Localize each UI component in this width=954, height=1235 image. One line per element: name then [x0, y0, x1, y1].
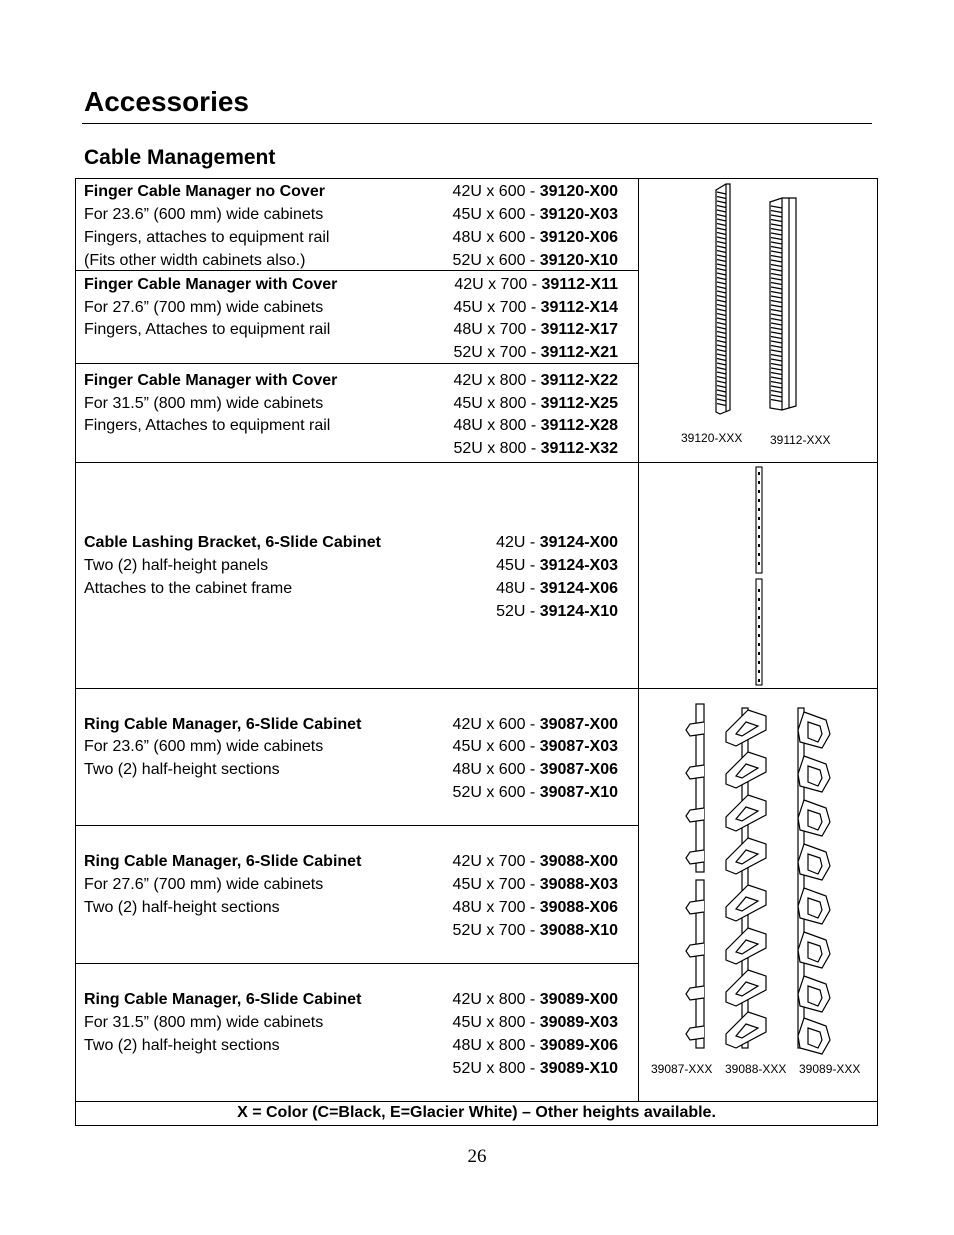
row-divider-4 — [75, 688, 878, 689]
model-row — [453, 1011, 618, 1034]
model-row — [453, 226, 618, 249]
product-desc: For 31.5” (800 mm) wide cabinets — [84, 1014, 324, 1031]
model-size: 52U x 700 - — [453, 344, 541, 361]
product-desc: Two (2) half-height panels — [84, 557, 269, 574]
ring-cable-manager-illustration — [676, 700, 846, 1058]
model-row — [453, 369, 618, 392]
part-number: 39089-X03 — [539, 1014, 618, 1031]
model-row — [496, 554, 618, 577]
model-size: 42U x 800 - — [452, 991, 540, 1008]
product-name: Finger Cable Manager with Cover — [84, 372, 338, 389]
product-desc: (Fits other width cabinets also.) — [84, 252, 306, 269]
model-size: 48U x 800 - — [453, 417, 541, 434]
model-size: 42U x 700 - — [452, 853, 540, 870]
part-number: 39088-X00 — [539, 853, 618, 870]
part-number: 39112-X17 — [540, 321, 618, 338]
model-row — [496, 531, 618, 554]
finger-cable-manager-illustration — [700, 180, 840, 416]
model-size: 52U x 600 - — [452, 784, 540, 801]
model-row — [453, 437, 618, 460]
table-column-divider-top — [638, 178, 639, 1102]
caption-39087: 39087-XXX — [651, 1062, 713, 1076]
model-row — [453, 850, 618, 873]
product-desc: For 23.6” (600 mm) wide cabinets — [84, 206, 324, 223]
model-row — [453, 713, 618, 736]
model-size: 52U x 800 - — [453, 440, 541, 457]
model-row — [453, 988, 618, 1011]
model-row — [453, 781, 618, 804]
model-row — [496, 577, 618, 600]
section-heading: Cable Management — [84, 146, 276, 169]
product-name: Finger Cable Manager with Cover — [84, 276, 338, 293]
part-number: 39112-X11 — [541, 276, 618, 293]
part-number: 39120-X10 — [539, 252, 618, 269]
color-footnote: X = Color (C=Black, E=Glacier White) – Other heights available. — [237, 1104, 716, 1121]
model-size: 42U x 700 - — [454, 276, 542, 293]
model-size: 52U x 600 - — [452, 252, 540, 269]
part-number: 39087-X06 — [539, 761, 618, 778]
model-size: 45U x 700 - — [452, 876, 540, 893]
part-number: 39089-X06 — [539, 1037, 618, 1054]
page-title: Accessories — [84, 86, 250, 117]
model-size: 45U x 800 - — [453, 395, 541, 412]
model-size: 45U x 600 - — [452, 206, 540, 223]
row-divider-3 — [75, 462, 878, 463]
model-size: 42U x 800 - — [453, 372, 541, 389]
model-size: 45U x 800 - — [452, 1014, 540, 1031]
product-desc: Two (2) half-height sections — [84, 1037, 280, 1054]
part-number: 39088-X06 — [539, 899, 618, 916]
model-size: 42U x 600 - — [452, 716, 540, 733]
part-number: 39088-X10 — [539, 922, 618, 939]
model-row — [453, 180, 618, 203]
caption-39088: 39088-XXX — [725, 1062, 787, 1076]
part-number: 39120-X06 — [539, 229, 618, 246]
part-number: 39112-X22 — [540, 372, 618, 389]
lashing-bracket-illustration — [750, 464, 770, 688]
model-size: 45U x 600 - — [452, 738, 540, 755]
model-size: 52U x 800 - — [452, 1060, 540, 1077]
product-desc: For 23.6” (600 mm) wide cabinets — [84, 738, 324, 755]
model-row — [453, 1057, 618, 1080]
model-row — [453, 249, 618, 272]
row-divider-5 — [75, 825, 638, 826]
product-desc: Fingers, Attaches to equipment rail — [84, 321, 331, 338]
model-size: 45U - — [496, 557, 540, 574]
model-size: 48U x 700 - — [453, 321, 541, 338]
product-name: Ring Cable Manager, 6-Slide Cabinet — [84, 853, 362, 870]
product-name: Ring Cable Manager, 6-Slide Cabinet — [84, 716, 362, 733]
part-number: 39112-X32 — [540, 440, 618, 457]
part-number: 39089-X10 — [539, 1060, 618, 1077]
part-number: 39120-X00 — [539, 183, 618, 200]
model-row — [453, 392, 618, 415]
part-number: 39124-X10 — [539, 603, 618, 620]
model-size: 48U x 600 - — [452, 761, 540, 778]
model-row — [453, 735, 618, 758]
part-number: 39087-X10 — [539, 784, 618, 801]
part-number: 39089-X00 — [539, 991, 618, 1008]
product-name: Ring Cable Manager, 6-Slide Cabinet — [84, 991, 362, 1008]
page-number: 26 — [467, 1146, 487, 1167]
model-size: 42U x 600 - — [452, 183, 540, 200]
part-number: 39124-X03 — [539, 557, 618, 574]
model-row — [453, 1034, 618, 1057]
title-rule — [82, 123, 872, 124]
model-row — [453, 318, 618, 341]
model-row — [454, 273, 618, 296]
product-name: Cable Lashing Bracket, 6-Slide Cabinet — [84, 534, 381, 551]
model-size: 52U x 700 - — [452, 922, 540, 939]
caption-39112: 39112-XXX — [770, 433, 831, 447]
part-number: 39112-X25 — [540, 395, 618, 412]
part-number: 39124-X00 — [539, 534, 618, 551]
product-desc: Attaches to the cabinet frame — [84, 580, 293, 597]
model-size: 52U - — [496, 603, 540, 620]
model-row — [453, 873, 618, 896]
product-desc: Fingers, attaches to equipment rail — [84, 229, 330, 246]
part-number: 39120-X03 — [539, 206, 618, 223]
part-number: 39112-X14 — [540, 299, 618, 316]
part-number: 39112-X21 — [540, 344, 618, 361]
product-name: Finger Cable Manager no Cover — [84, 183, 325, 200]
model-row — [453, 896, 618, 919]
model-row — [453, 919, 618, 942]
caption-39089: 39089-XXX — [799, 1062, 861, 1076]
product-desc: Fingers, Attaches to equipment rail — [84, 417, 331, 434]
model-size: 42U - — [496, 534, 540, 551]
model-row — [453, 203, 618, 226]
part-number: 39088-X03 — [539, 876, 618, 893]
model-size: 48U x 700 - — [452, 899, 540, 916]
part-number: 39087-X00 — [539, 716, 618, 733]
part-number: 39112-X28 — [540, 417, 618, 434]
product-desc: For 27.6” (700 mm) wide cabinets — [84, 876, 324, 893]
product-desc: For 27.6” (700 mm) wide cabinets — [84, 299, 324, 316]
row-divider-6 — [75, 963, 638, 964]
caption-39120: 39120-XXX — [681, 431, 743, 445]
part-number: 39124-X06 — [539, 580, 618, 597]
model-size: 48U x 800 - — [452, 1037, 540, 1054]
product-desc: Two (2) half-height sections — [84, 899, 280, 916]
model-row — [453, 414, 618, 437]
model-row — [453, 296, 618, 319]
model-row — [453, 758, 618, 781]
product-desc: Two (2) half-height sections — [84, 761, 280, 778]
model-row — [496, 600, 618, 623]
model-row — [453, 341, 618, 364]
model-size: 45U x 700 - — [453, 299, 541, 316]
product-desc: For 31.5” (800 mm) wide cabinets — [84, 395, 324, 412]
model-size: 48U - — [496, 580, 540, 597]
model-size: 48U x 600 - — [452, 229, 540, 246]
part-number: 39087-X03 — [539, 738, 618, 755]
